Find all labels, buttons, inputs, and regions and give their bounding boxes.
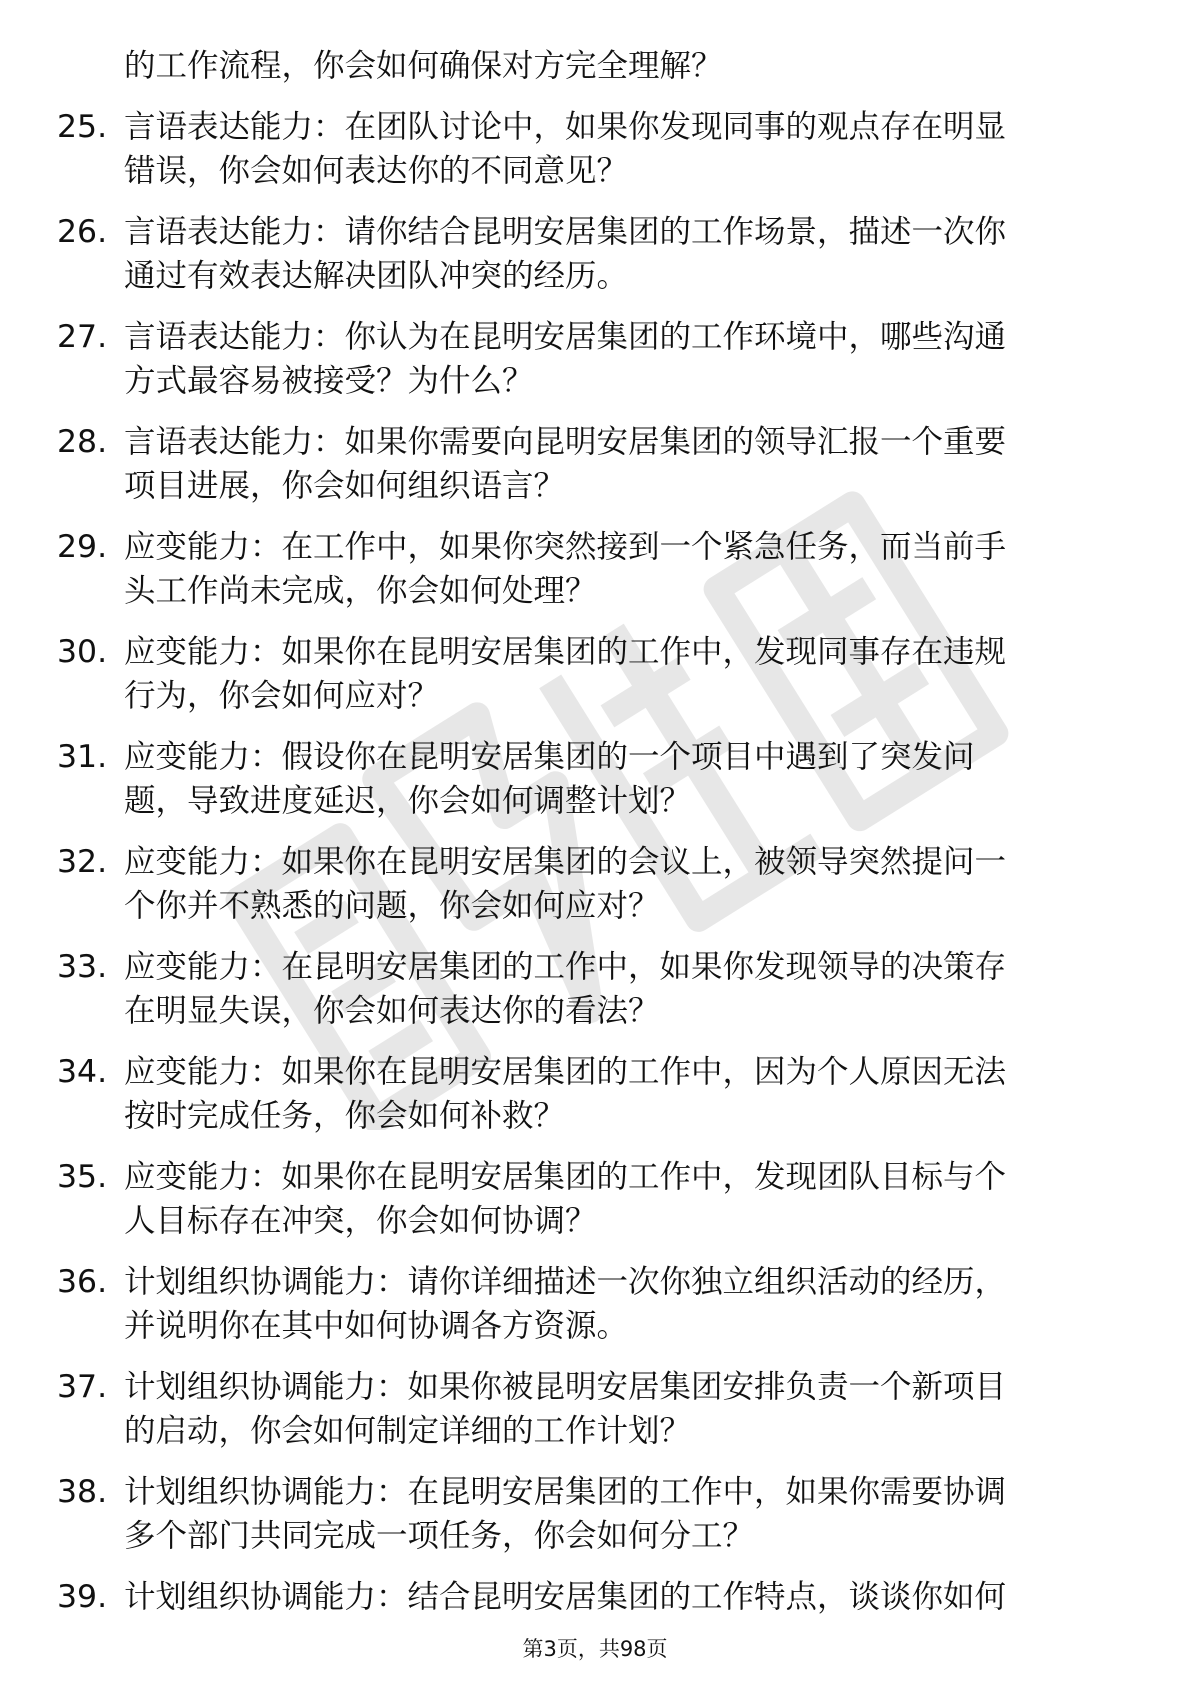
question-number: 35. bbox=[57, 1159, 108, 1195]
question-text: 言语表达能力：请你结合昆明安居集团的工作场景，描述一次你 通过有效表达解决团队冲突的经历。 bbox=[124, 214, 1007, 294]
question-text: 应变能力：如果你在昆明安居集团的工作中，发现同事存在违规 行为，你会如何应对？ bbox=[124, 634, 1007, 714]
question-text: 计划组织协调能力：如果你被昆明安居集团安排负责一个新项目 的启动，你会如何制定详细的工作计划？ bbox=[124, 1369, 1007, 1449]
question-number: 29. bbox=[57, 529, 108, 565]
question-number: 27. bbox=[57, 319, 108, 355]
question-text: 应变能力：如果你在昆明安居集团的工作中，发现团队目标与个 人目标存在冲突，你会如何协调？ bbox=[124, 1159, 1007, 1239]
question-item bbox=[57, 735, 1117, 823]
page-footer: 第3页，共98页 bbox=[522, 1637, 668, 1661]
question-number: 32. bbox=[57, 844, 108, 880]
question-number: 38. bbox=[57, 1474, 108, 1510]
question-text: 言语表达能力：如果你需要向昆明安居集团的领导汇报一个重要 项目进展，你会如何组织语言？ bbox=[124, 424, 1007, 504]
question-item bbox=[57, 630, 1117, 718]
question-item bbox=[57, 1575, 1117, 1619]
question-text: 应变能力：如果你在昆明安居集团的工作中，因为个人原因无法 按时完成任务，你会如何补救？ bbox=[124, 1054, 1007, 1134]
question-number: 34. bbox=[57, 1054, 108, 1090]
continued-question-text: 的工作流程，你会如何确保对方完全理解？ bbox=[124, 48, 723, 84]
question-text: 应变能力：假设你在昆明安居集团的一个项目中遇到了突发问 题，导致进度延迟，你会如何调整计划？ bbox=[124, 739, 975, 819]
question-item bbox=[57, 210, 1117, 298]
question-text: 言语表达能力：你认为在昆明安居集团的工作环境中，哪些沟通 方式最容易被接受？为什么？ bbox=[124, 319, 1007, 399]
question-text: 言语表达能力：在团队讨论中，如果你发现同事的观点存在明显 错误，你会如何表达你的不同意见？ bbox=[124, 109, 1007, 189]
question-item bbox=[57, 945, 1117, 1033]
question-number: 26. bbox=[57, 214, 108, 250]
question-number: 36. bbox=[57, 1264, 108, 1300]
question-item bbox=[57, 525, 1117, 613]
question-number: 25. bbox=[57, 109, 108, 145]
question-item bbox=[57, 1155, 1117, 1243]
question-item bbox=[57, 1365, 1117, 1453]
question-text: 应变能力：在工作中，如果你突然接到一个紧急任务，而当前手 头工作尚未完成，你会如何处理？ bbox=[124, 529, 1007, 609]
question-text: 应变能力：在昆明安居集团的工作中，如果你发现领导的决策存 在明显失误，你会如何表达你的看法？ bbox=[124, 949, 1007, 1029]
question-number: 31. bbox=[57, 739, 108, 775]
question-item bbox=[57, 420, 1117, 508]
question-text: 计划组织协调能力：结合昆明安居集团的工作特点，谈谈你如何 bbox=[124, 1579, 1007, 1615]
question-text: 计划组织协调能力：在昆明安居集团的工作中，如果你需要协调 多个部门共同完成一项任务，你会如何分工？ bbox=[124, 1474, 1007, 1554]
question-item bbox=[57, 1260, 1117, 1348]
question-item bbox=[57, 1470, 1117, 1558]
question-text: 计划组织协调能力：请你详细描述一次你独立组织活动的经历， 并说明你在其中如何协调各方资源。 bbox=[124, 1264, 1007, 1344]
question-item bbox=[57, 315, 1117, 403]
question-item bbox=[57, 105, 1117, 193]
question-text: 应变能力：如果你在昆明安居集团的会议上，被领导突然提问一 个你并不熟悉的问题，你会如何应对？ bbox=[124, 844, 1007, 924]
question-item bbox=[57, 840, 1117, 928]
question-number: 33. bbox=[57, 949, 108, 985]
question-number: 30. bbox=[57, 634, 108, 670]
question-number: 28. bbox=[57, 424, 108, 460]
question-list bbox=[57, 44, 1117, 1619]
question-number: 37. bbox=[57, 1369, 108, 1405]
question-item bbox=[57, 1050, 1117, 1138]
question-number: 39. bbox=[57, 1579, 108, 1615]
